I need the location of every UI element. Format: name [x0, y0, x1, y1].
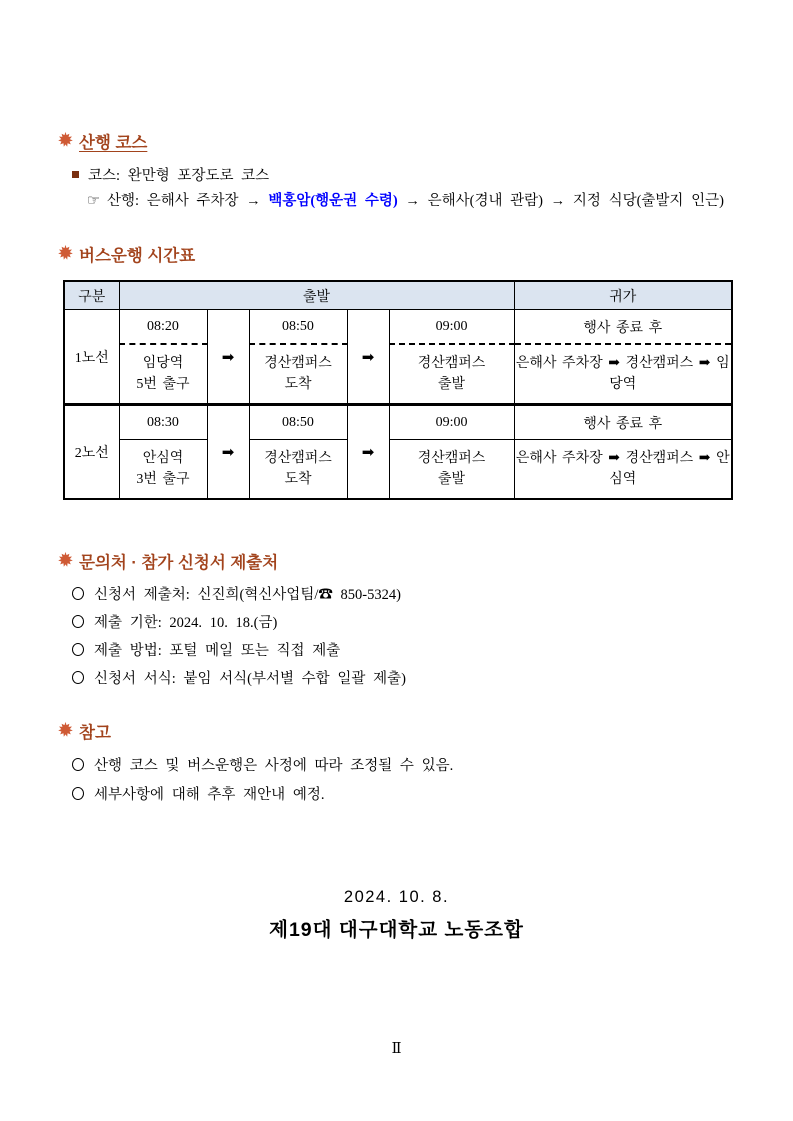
place-line: 출발 — [437, 472, 466, 487]
route1-time1: 08:20 — [119, 310, 207, 345]
section-contact — [57, 551, 736, 689]
table-row-route1-times — [64, 310, 732, 345]
place-line: 도착 — [284, 472, 312, 487]
route1-place2 — [249, 344, 347, 405]
list-item — [72, 669, 736, 689]
document-date: 2024. 10. 8. — [343, 888, 450, 906]
list-item-text: 제출 기한: 2024. 10. 18.(금) — [94, 615, 278, 631]
right-arrow-icon: ➡ — [347, 405, 389, 500]
place-line: 경산캠퍼스 — [264, 356, 332, 371]
right-arrow-icon: ➡ — [207, 310, 249, 405]
place-line: 임당역 — [142, 356, 184, 371]
circle-bullet-icon — [72, 643, 84, 656]
list-item — [72, 785, 736, 805]
route2-return-when: 행사 종료 후 — [514, 405, 732, 440]
section-title-text: 문의처 · 참가 신청서 제출처 — [79, 553, 279, 572]
section-title-notes — [57, 721, 736, 744]
course-item — [72, 166, 736, 186]
place-line: 도착 — [284, 377, 312, 392]
section-title-text: 산행 코스 — [79, 133, 148, 152]
place-line: 5번 출구 — [136, 377, 190, 392]
section-title-text: 참고 — [79, 723, 111, 742]
square-bullet-icon — [72, 171, 79, 178]
route2-time3: 09:00 — [389, 405, 514, 440]
list-item — [72, 585, 736, 605]
table-row-route1-places — [64, 344, 732, 405]
course-route-highlight: 백홍암(행운권 수령) — [268, 193, 398, 209]
list-item-text: 제출 방법: 포털 메일 또는 직접 제출 — [94, 643, 341, 659]
list-item-text: 세부사항에 대해 추후 재안내 예정. — [94, 787, 325, 803]
route1-place3 — [389, 344, 514, 405]
list-item-text: 신청서 제출처: 신진희(혁신사업팀/☎ 850-5324) — [94, 587, 401, 603]
header-depart: 출발 — [119, 281, 514, 310]
route1-label: 1노선 — [64, 310, 119, 405]
section-bus-timetable — [57, 244, 736, 500]
place-line: 경산캠퍼스 — [417, 451, 486, 466]
right-arrow-icon: ➡ — [347, 310, 389, 405]
header-route: 구분 — [64, 281, 119, 310]
section-title-hiking-course — [57, 131, 736, 154]
section-title-contact — [57, 551, 736, 574]
maple-leaf-icon — [57, 244, 74, 267]
maple-leaf-icon — [57, 131, 74, 154]
page-content — [0, 131, 793, 942]
document-signature: 제19대 대구대학교 노동조합 — [269, 919, 524, 941]
circle-bullet-icon — [72, 671, 84, 684]
list-item-text: 신청서 서식: 붙임 서식(부서별 수합 일괄 제출) — [94, 671, 406, 687]
list-item — [72, 641, 736, 661]
route2-place2 — [249, 440, 347, 500]
table-row-route2-times — [64, 405, 732, 440]
course-route-prefix: 산행: 은해사 주차장 → — [107, 193, 269, 209]
section-hiking-course — [57, 131, 736, 211]
table-header-row — [64, 281, 732, 310]
course-route-suffix: → 은해사(경내 관람) → 지정 식당(출발지 인근) — [397, 193, 724, 209]
place-line: 안심역 — [142, 451, 184, 466]
circle-bullet-icon — [72, 787, 84, 800]
section-title-bus-timetable — [57, 244, 736, 267]
table-row-route2-places — [64, 440, 732, 500]
maple-leaf-icon — [57, 721, 74, 744]
route1-time2: 08:50 — [249, 310, 347, 345]
route2-return-route: 은해사 주차장 ➡ 경산캠퍼스 ➡ 안심역 — [514, 440, 732, 500]
circle-bullet-icon — [72, 587, 84, 600]
route2-time1: 08:30 — [119, 405, 207, 440]
section-title-text: 버스운행 시간표 — [79, 246, 196, 265]
route1-time3: 09:00 — [389, 310, 514, 345]
route2-time2: 08:50 — [249, 405, 347, 440]
circle-bullet-icon — [72, 758, 84, 771]
page-number: Ⅱ — [391, 1041, 402, 1057]
route2-place1 — [119, 440, 207, 500]
place-line: 경산캠퍼스 — [264, 451, 332, 466]
place-line: 3번 출구 — [136, 472, 190, 487]
header-return: 귀가 — [514, 281, 732, 310]
circle-bullet-icon — [72, 615, 84, 628]
list-item — [72, 756, 736, 776]
place-line: 출발 — [437, 377, 466, 392]
route1-return-when: 행사 종료 후 — [514, 310, 732, 345]
list-item-text: 산행 코스 및 버스운행은 사정에 따라 조정될 수 있음. — [94, 758, 454, 774]
list-item — [72, 613, 736, 633]
route2-label: 2노선 — [64, 405, 119, 500]
course-item-text: 코스: 완만형 포장도로 코스 — [88, 168, 270, 184]
route1-place1 — [119, 344, 207, 405]
maple-leaf-icon — [57, 551, 74, 574]
course-route-item — [87, 191, 736, 211]
place-line: 경산캠퍼스 — [417, 356, 486, 371]
bus-timetable — [63, 280, 733, 500]
right-arrow-icon: ➡ — [207, 405, 249, 500]
pointing-hand-icon: ☞ — [87, 193, 100, 209]
route2-place3 — [389, 440, 514, 500]
section-notes — [57, 721, 736, 805]
route1-return-route: 은해사 주차장 ➡ 경산캠퍼스 ➡ 임당역 — [514, 344, 732, 405]
